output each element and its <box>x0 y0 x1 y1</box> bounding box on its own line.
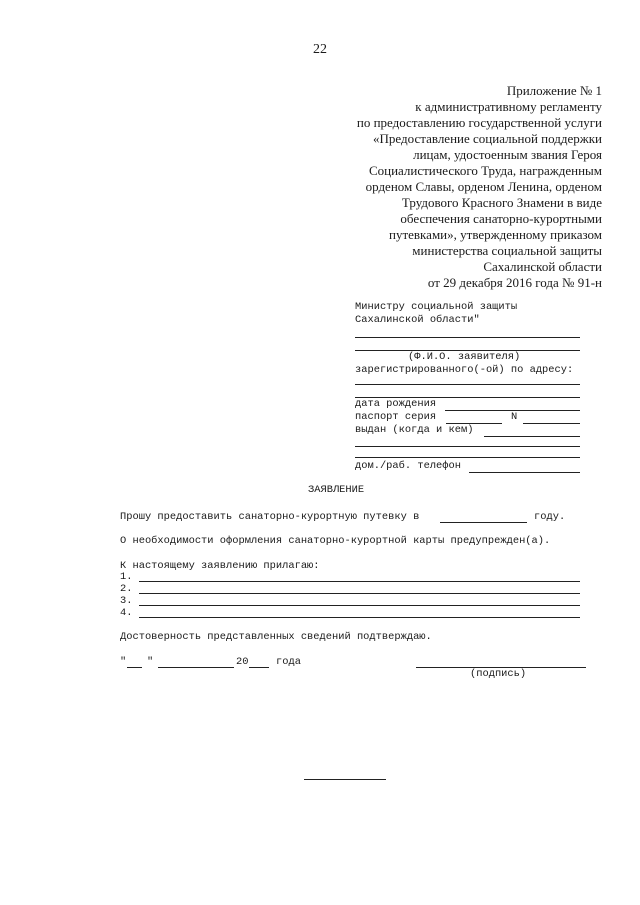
request-text: Прошу предоставить санаторно-курортную путевку в <box>120 511 420 523</box>
appendix-line: лицам, удостоенным звания Героя <box>413 147 602 162</box>
issued-field-line-3[interactable] <box>355 457 580 458</box>
appendix-line: Сахалинской области <box>483 259 602 274</box>
sanatorium-card-notice: О необходимости оформления санаторно-курортной карты предупрежден(а). <box>120 535 551 547</box>
appendix-line: орденом Славы, орденом Ленина, орденом <box>365 179 602 194</box>
attachment-field-4[interactable] <box>139 617 580 618</box>
issued-label: выдан (когда и кем) <box>355 424 474 436</box>
appendix-line: Социалистического Труда, награжденным <box>368 163 602 178</box>
attachment-number: 4. <box>120 607 133 619</box>
date-quote-close: " <box>147 656 154 668</box>
passport-series-label: паспорт серия <box>355 411 437 423</box>
address-field-line-1[interactable] <box>355 384 580 385</box>
attachment-field-2[interactable] <box>139 593 580 594</box>
date-year-field[interactable] <box>249 667 269 668</box>
issued-field-line-2[interactable] <box>355 446 580 447</box>
appendix-line: к административному регламенту <box>415 99 602 114</box>
statement-title: ЗАЯВЛЕНИЕ <box>308 484 365 496</box>
appendix-line: по предоставлению государственной услуги <box>356 115 602 130</box>
confirmation-text: Достоверность представленных сведений подтверждаю. <box>120 631 432 643</box>
registered-address-label: зарегистрированного(-ой) по адресу: <box>355 364 574 376</box>
attachment-number: 1. <box>120 571 133 583</box>
fio-caption: (Ф.И.О. заявителя) <box>408 351 521 363</box>
appendix-block <box>300 83 602 291</box>
addressee-region: Сахалинской области" <box>355 314 480 326</box>
appendix-line: «Предоставление социальной поддержки <box>373 131 602 146</box>
bottom-divider <box>304 779 386 780</box>
attachment-field-1[interactable] <box>139 581 580 582</box>
attachment-number: 3. <box>120 595 133 607</box>
phone-label: дом./раб. телефон <box>355 460 462 472</box>
fio-field-line-1[interactable] <box>355 337 580 338</box>
request-year-field[interactable] <box>440 522 527 523</box>
attachment-field-3[interactable] <box>139 605 580 606</box>
passport-number-field[interactable] <box>523 423 580 424</box>
attachment-number: 2. <box>120 583 133 595</box>
appendix-line: обеспечения санаторно-курортными <box>400 211 602 226</box>
date-month-field[interactable] <box>158 667 234 668</box>
issued-field[interactable] <box>484 436 580 437</box>
date-quote-open: " <box>120 656 127 668</box>
appendix-line: министерства социальной защиты <box>412 243 602 258</box>
date-year-suffix: года <box>276 656 301 668</box>
appendix-line: Приложение № 1 <box>506 83 602 98</box>
request-year-label: году. <box>534 511 566 523</box>
date-day-field[interactable] <box>127 667 142 668</box>
birth-date-label: дата рождения <box>355 398 437 410</box>
appendix-line: путевками», утвержденному приказом <box>389 227 602 242</box>
date-year-prefix: 20 <box>236 656 249 668</box>
attachments-intro: К настоящему заявлению прилагаю: <box>120 560 320 572</box>
phone-field[interactable] <box>469 472 580 473</box>
appendix-line: от 29 декабря 2016 года № 91-н <box>427 275 602 290</box>
signature-caption: (подпись) <box>470 668 527 680</box>
addressee-minister: Министру социальной защиты <box>355 301 518 313</box>
passport-number-label: N <box>511 411 518 423</box>
appendix-line: Трудового Красного Знамени в виде <box>401 195 602 210</box>
page-number: 22 <box>313 42 327 57</box>
